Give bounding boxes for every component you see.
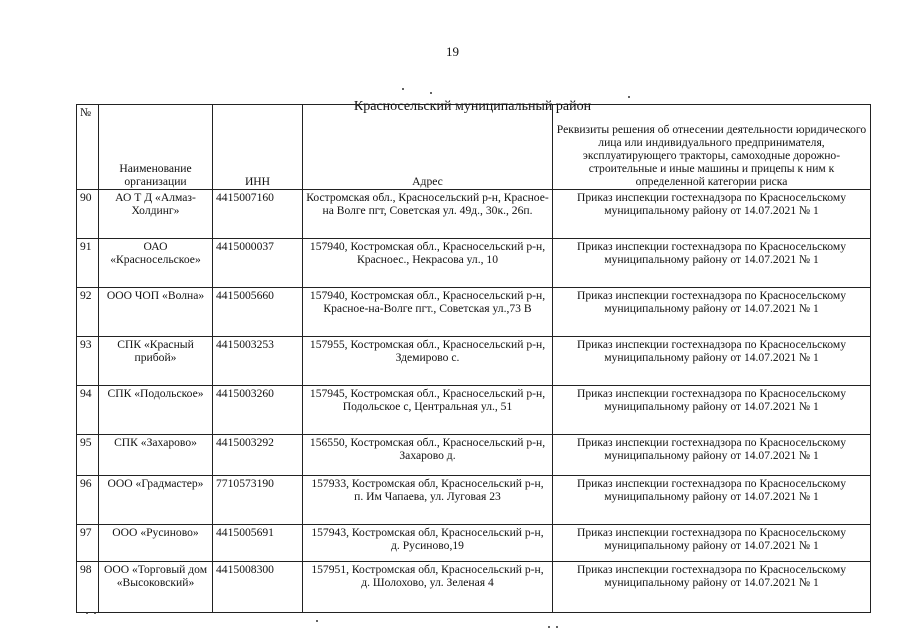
table-row — [77, 562, 871, 613]
row-org: ОАО «Красносельское» — [99, 239, 213, 288]
row-requisites: Приказ инспекции гостехнадзора по Красносельскому муниципальному району от 14.07.2021 № 1 — [553, 337, 871, 386]
row-num: 92 — [77, 288, 99, 337]
row-address: 157955, Костромская обл., Красносельский р-н, Здемирово с. — [303, 337, 553, 386]
row-inn: 4415003260 — [213, 386, 303, 435]
page-number: 19 — [446, 44, 459, 59]
row-requisites: Приказ инспекции гостехнадзора по Красносельскому муниципальному району от 14.07.2021 № 1 — [553, 562, 871, 613]
table-row — [77, 190, 871, 239]
row-num: 90 — [77, 190, 99, 239]
row-org: СПК «Подольское» — [99, 386, 213, 435]
row-num: 91 — [77, 239, 99, 288]
table-row — [77, 337, 871, 386]
row-address: 157940, Костромская обл., Красносельский р-н, Красноес., Некрасова ул., 10 — [303, 239, 553, 288]
row-address: 157933, Костромская обл, Красносельский р-н, п. Им Чапаева, ул. Луговая 23 — [303, 476, 553, 525]
row-requisites: Приказ инспекции гостехнадзора по Красносельскому муниципальному району от 14.07.2021 № 1 — [553, 386, 871, 435]
scan-speck — [556, 626, 558, 628]
table-row — [77, 525, 871, 562]
row-num: 95 — [77, 435, 99, 476]
scan-speck — [628, 96, 630, 98]
row-requisites: Приказ инспекции гостехнадзора по Красносельскому муниципальному району от 14.07.2021 № 1 — [553, 525, 871, 562]
header-address: Адрес — [303, 105, 553, 190]
header-org: Наименование организации — [99, 105, 213, 190]
row-address: 157943, Костромская обл, Красносельский р-н, д. Русиново,19 — [303, 525, 553, 562]
row-org: ООО ЧОП «Волна» — [99, 288, 213, 337]
row-inn: 4415003253 — [213, 337, 303, 386]
scan-speck — [94, 612, 96, 614]
row-num: 93 — [77, 337, 99, 386]
row-requisites: Приказ инспекции гостехнадзора по Красносельскому муниципальному району от 14.07.2021 № 1 — [553, 190, 871, 239]
scan-speck — [548, 626, 550, 628]
scan-speck — [86, 612, 88, 614]
row-org: СПК «Красный прибой» — [99, 337, 213, 386]
row-org: ООО «Русиново» — [99, 525, 213, 562]
row-address: 157951, Костромская обл, Красносельский р-н, д. Шолохово, ул. Зеленая 4 — [303, 562, 553, 613]
table-header-row — [77, 105, 871, 190]
row-requisites: Приказ инспекции гостехнадзора по Красносельскому муниципальному району от 14.07.2021 № 1 — [553, 288, 871, 337]
row-num: 94 — [77, 386, 99, 435]
header-num: № — [77, 105, 99, 190]
row-num: 97 — [77, 525, 99, 562]
row-org: АО Т Д «Алмаз-Холдинг» — [99, 190, 213, 239]
district-title: Красносельский муниципальный район — [353, 99, 592, 114]
row-org: СПК «Захарово» — [99, 435, 213, 476]
row-requisites: Приказ инспекции гостехнадзора по Красносельскому муниципальному району от 14.07.2021 № 1 — [553, 435, 871, 476]
scan-speck — [430, 92, 432, 94]
table-row — [77, 239, 871, 288]
row-num: 96 — [77, 476, 99, 525]
row-inn: 4415000037 — [213, 239, 303, 288]
row-requisites: Приказ инспекции гостехнадзора по Красносельскому муниципальному району от 14.07.2021 № 1 — [553, 239, 871, 288]
row-address: Костромская обл., Красносельский р-н, Красное-на Волге пгт, Советская ул. 49д., 30к., 26п. — [303, 190, 553, 239]
row-inn: 4415005691 — [213, 525, 303, 562]
row-inn: 4415003292 — [213, 435, 303, 476]
table-row — [77, 386, 871, 435]
row-num: 98 — [77, 562, 99, 613]
table-row — [77, 476, 871, 525]
table-row — [77, 288, 871, 337]
table-row — [77, 435, 871, 476]
row-inn: 7710573190 — [213, 476, 303, 525]
row-address: 156550, Костромская обл., Красносельский р-н, Захарово д. — [303, 435, 553, 476]
row-requisites: Приказ инспекции гостехнадзора по Красносельскому муниципальному району от 14.07.2021 № 1 — [553, 476, 871, 525]
registry-table — [76, 104, 871, 613]
row-inn: 4415007160 — [213, 190, 303, 239]
header-inn: ИНН — [213, 105, 303, 190]
row-address: 157945, Костромская обл., Красносельский р-н, Подольское с, Центральная ул., 51 — [303, 386, 553, 435]
row-inn: 4415008300 — [213, 562, 303, 613]
row-org: ООО «Градмастер» — [99, 476, 213, 525]
row-address: 157940, Костромская обл., Красносельский р-н, Красное-на-Волге пгт., Советская ул.,73 В — [303, 288, 553, 337]
scan-speck — [316, 620, 318, 622]
header-requisites: Реквизиты решения об отнесении деятельности юридического лица или индивидуального предпринимателя, эксплуатирующего тракторы, самоходные дорожно-строительные и иные машины и прицепы к ним к определенной категории риска — [553, 105, 871, 190]
scan-speck — [402, 88, 404, 90]
row-inn: 4415005660 — [213, 288, 303, 337]
row-org: ООО «Торговый дом «Высоковский» — [99, 562, 213, 613]
